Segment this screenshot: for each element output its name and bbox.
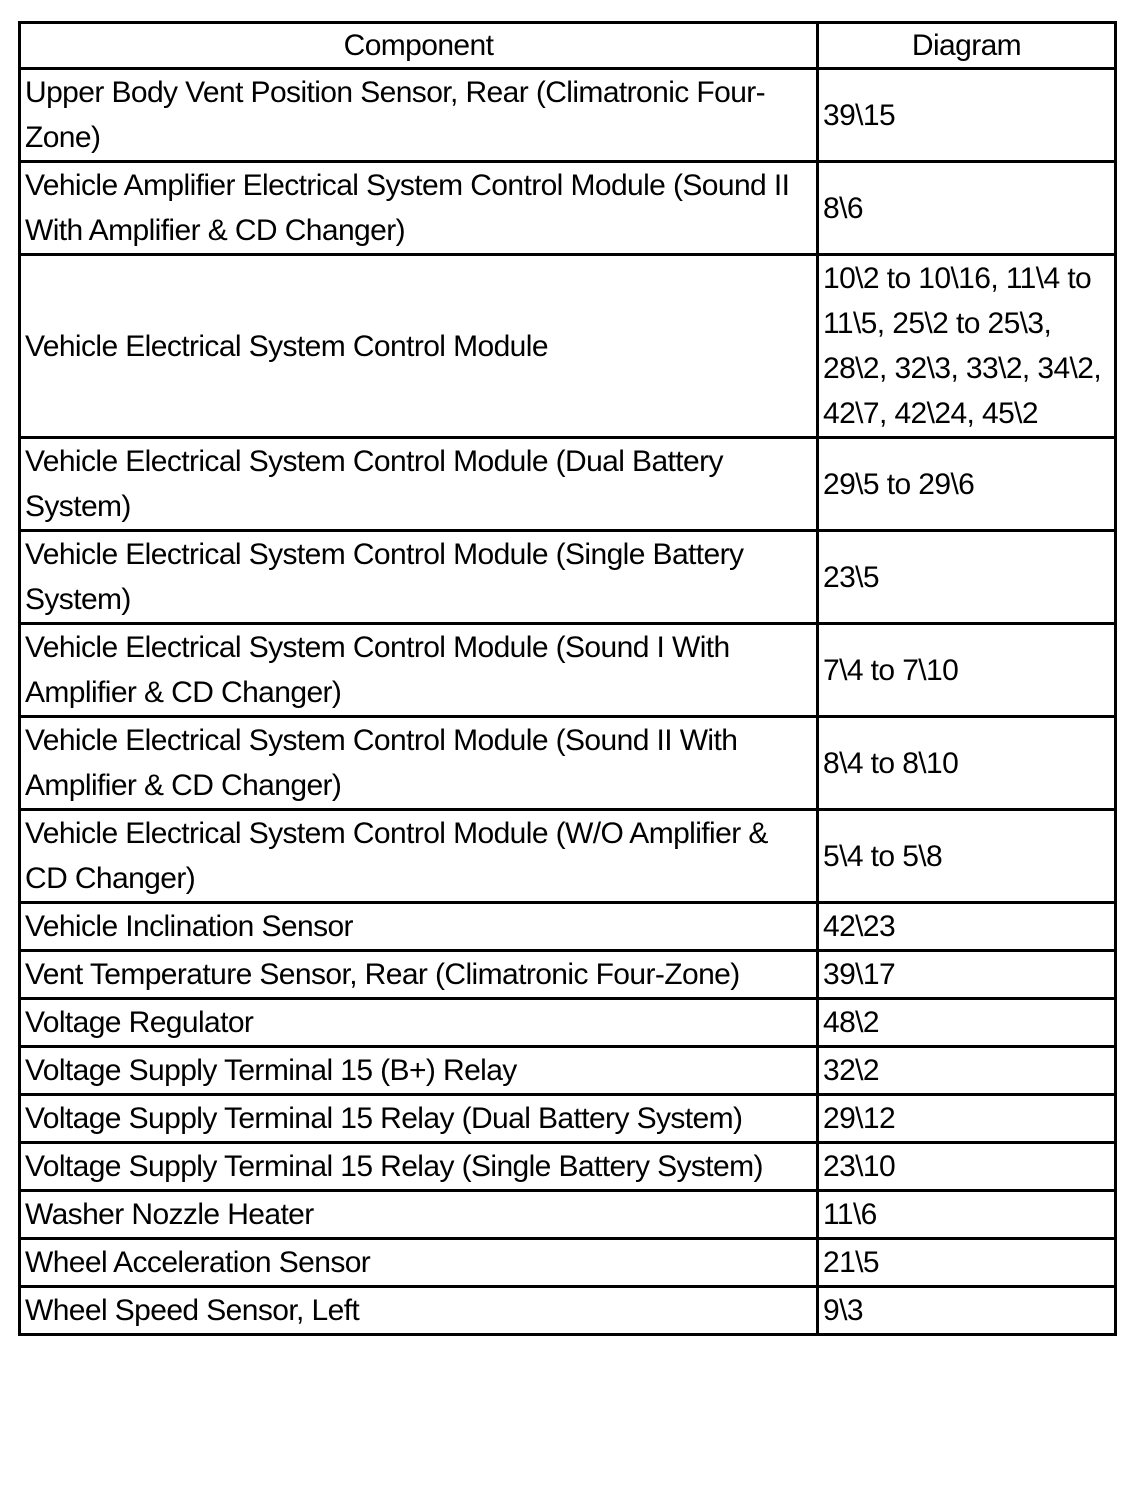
table-row [20, 903, 1116, 951]
component-cell: Wheel Speed Sensor, Left [20, 1287, 818, 1335]
diagram-cell: 11\6 [818, 1191, 1116, 1239]
component-cell: Voltage Supply Terminal 15 Relay (Dual Battery System) [20, 1095, 818, 1143]
diagram-cell: 8\6 [818, 162, 1116, 255]
table-row [20, 531, 1116, 624]
diagram-cell: 7\4 to 7\10 [818, 624, 1116, 717]
component-cell: Vehicle Electrical System Control Module [20, 255, 818, 438]
table-row [20, 1287, 1116, 1335]
diagram-cell: 32\2 [818, 1047, 1116, 1095]
table-row [20, 69, 1116, 162]
diagram-cell: 29\12 [818, 1095, 1116, 1143]
component-cell: Washer Nozzle Heater [20, 1191, 818, 1239]
component-cell: Vehicle Electrical System Control Module (Single Battery System) [20, 531, 818, 624]
component-cell: Voltage Regulator [20, 999, 818, 1047]
component-cell: Vehicle Electrical System Control Module (Dual Battery System) [20, 438, 818, 531]
diagram-cell: 42\23 [818, 903, 1116, 951]
header-row [20, 23, 1116, 69]
diagram-cell: 5\4 to 5\8 [818, 810, 1116, 903]
table-row [20, 255, 1116, 438]
component-cell: Vehicle Inclination Sensor [20, 903, 818, 951]
component-cell: Vehicle Amplifier Electrical System Control Module (Sound II With Amplifier & CD Changer) [20, 162, 818, 255]
diagram-cell: 23\5 [818, 531, 1116, 624]
component-cell: Upper Body Vent Position Sensor, Rear (Climatronic Four-Zone) [20, 69, 818, 162]
component-cell: Voltage Supply Terminal 15 Relay (Single Battery System) [20, 1143, 818, 1191]
component-cell: Vehicle Electrical System Control Module (W/O Amplifier & CD Changer) [20, 810, 818, 903]
diagram-cell: 9\3 [818, 1287, 1116, 1335]
table-row [20, 1191, 1116, 1239]
table-row [20, 1239, 1116, 1287]
table-row [20, 1143, 1116, 1191]
component-cell: Vehicle Electrical System Control Module (Sound I With Amplifier & CD Changer) [20, 624, 818, 717]
table-row [20, 810, 1116, 903]
table-row [20, 1047, 1116, 1095]
diagram-cell: 21\5 [818, 1239, 1116, 1287]
diagram-cell: 10\2 to 10\16, 11\4 to 11\5, 25\2 to 25\3, 28\2, 32\3, 33\2, 34\2, 42\7, 42\24, 45\2 [818, 255, 1116, 438]
diagram-cell: 8\4 to 8\10 [818, 717, 1116, 810]
table-row [20, 951, 1116, 999]
diagram-cell: 48\2 [818, 999, 1116, 1047]
table-row [20, 624, 1116, 717]
table-row [20, 438, 1116, 531]
diagram-cell: 29\5 to 29\6 [818, 438, 1116, 531]
component-cell: Wheel Acceleration Sensor [20, 1239, 818, 1287]
component-cell: Vehicle Electrical System Control Module (Sound II With Amplifier & CD Changer) [20, 717, 818, 810]
column-header-diagram: Diagram [818, 23, 1116, 69]
table-row [20, 1095, 1116, 1143]
table-row [20, 162, 1116, 255]
diagram-cell: 39\17 [818, 951, 1116, 999]
table-row [20, 999, 1116, 1047]
component-cell: Voltage Supply Terminal 15 (B+) Relay [20, 1047, 818, 1095]
table-row [20, 717, 1116, 810]
diagram-cell: 23\10 [818, 1143, 1116, 1191]
diagram-cell: 39\15 [818, 69, 1116, 162]
component-index-table [18, 21, 1117, 1336]
column-header-component: Component [20, 23, 818, 69]
component-cell: Vent Temperature Sensor, Rear (Climatronic Four-Zone) [20, 951, 818, 999]
